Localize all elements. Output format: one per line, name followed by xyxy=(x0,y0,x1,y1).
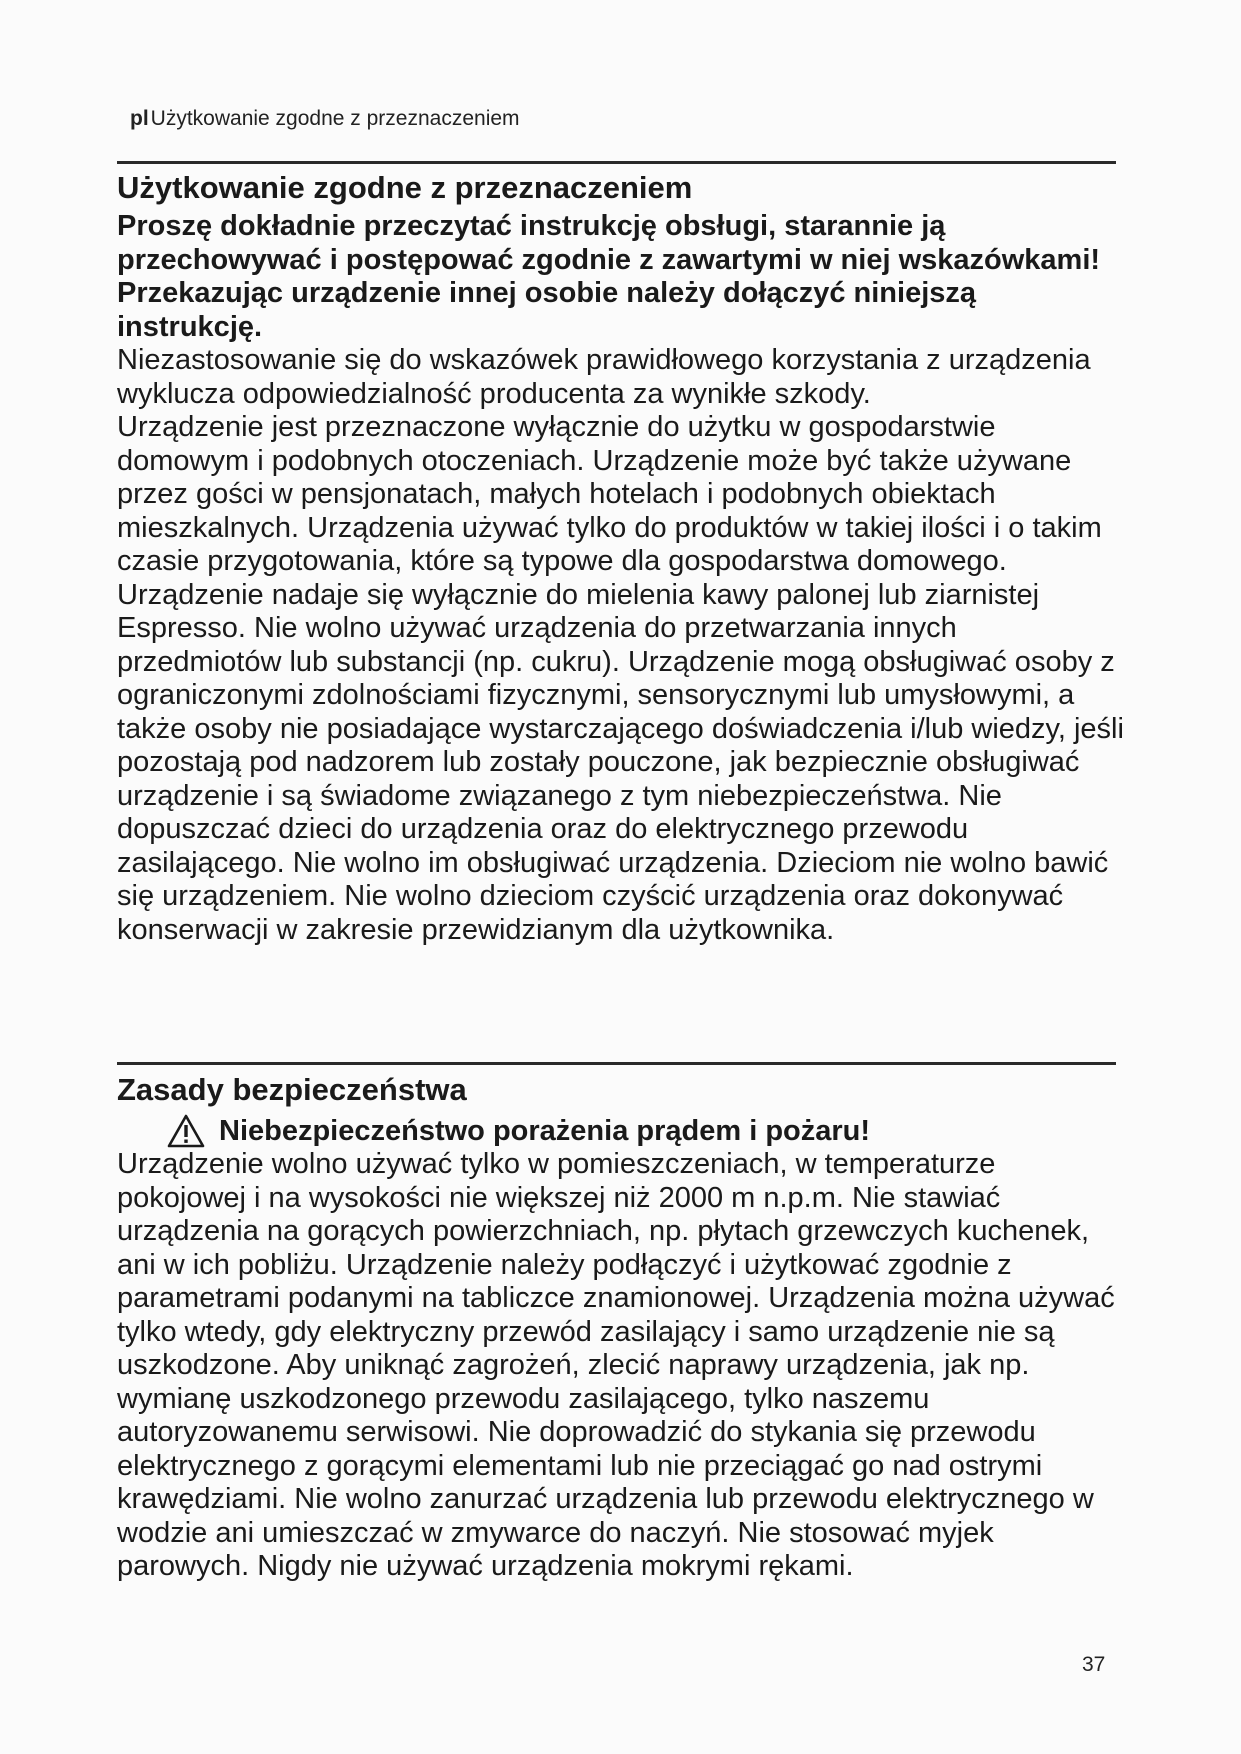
section-divider xyxy=(117,161,1116,164)
section-divider xyxy=(117,1062,1116,1065)
safety-paragraph: Urządzenie wolno używać tylko w pomieszczeniach, w temperaturze pokojowej i na wysokości nie większej niż 2000 m n.p.m. Nie stawiać urządzenia na gorących powierzchniach, np. płytach grzewczych kuchenek, ani w ich pobliżu. Urządzenie należy podłączyć i użytkować zgodnie z parametrami podanymi na tabliczce znamionowej. Urządzenia można używać tylko wtedy, gdy elektryczny przewód zasilający i samo urządzenie nie są uszkodzone. Aby uniknąć zagrożeń, zlecić naprawy urządzenia, jak np. wymianę uszkodzonego przewodu zasilającego, tylko naszemu autoryzowanemu serwisowi. Nie doprowadzić do stykania się przewodu elektrycznego z gorącymi elementami lub nie przeciągać go nad ostrymi krawędziami. Nie wolno zanurzać urządzenia lub przewodu elektrycznego w wodzie ani umieszczać w zmywarce do naczyń. Nie stosować myjek parowych. Nigdy nie używać urządzenia mokrymi rękami. xyxy=(117,1148,1115,1582)
warning-triangle-icon xyxy=(167,1114,205,1148)
running-title: Użytkowanie zgodne z przeznaczeniem xyxy=(150,107,520,130)
warning-title: Niebezpieczeństwo porażenia prądem i pożaru! xyxy=(219,1115,871,1147)
lead-paragraph: Proszę dokładnie przeczytać instrukcję obsługi, starannie ją przechowywać i postępować zgodnie z zawartymi w niej wskazówkami! Przekazując urządzenie innej osobie należy dołączyć niniejszą instrukcję. xyxy=(117,210,1101,343)
running-header xyxy=(130,106,520,132)
page-number: 37 xyxy=(1082,1653,1106,1676)
intended-use-section xyxy=(117,170,1127,947)
liability-paragraph: Niezastosowanie się do wskazówek prawidłowego korzystania z urządzenia wyklucza odpowiedzialność producenta za wynikłe szkody. xyxy=(117,344,1091,410)
language-code: pl xyxy=(130,107,149,130)
section-title: Użytkowanie zgodne z przeznaczeniem xyxy=(117,170,693,205)
warning-heading xyxy=(117,1114,1127,1148)
safety-section xyxy=(117,1072,1127,1584)
section-title: Zasady bezpieczeństwa xyxy=(117,1072,467,1107)
intended-use-paragraph: Urządzenie jest przeznaczone wyłącznie do użytku w gospodarstwie domowym i podobnych otoczeniach. Urządzenie może być także używane przez gości w pensjonatach, małych hotelach i podobnych obiektach mieszkalnych. Urządzenia używać tylko do produktów w takiej ilości i o takim czasie przygotowania, które są typowe dla gospodarstwa domowego. Urządzenie nadaje się wyłącznie do mielenia kawy palonej lub ziarnistej Espresso. Nie wolno używać urządzenia do przetwarzania innych przedmiotów lub substancji (np. cukru). Urządzenie mogą obsługiwać osoby z ograniczonymi zdolnościami fizycznymi, sensorycznymi lub umysłowymi, a także osoby nie posiadające wystarczającego doświadczenia i/lub wiedzy, jeśli pozostają pod nadzorem lub zostały pouczone, jak bezpiecznie obsługiwać urządzenie i są świadome związanego z tym niebezpieczeństwa. Nie dopuszczać dzieci do urządzenia oraz do elektrycznego przewodu zasilającego. Nie wolno im obsługiwać urządzenia. Dzieciom nie wolno bawić się urządzeniem. Nie wolno dzieciom czyścić urządzenia oraz dokonywać konserwacji w zakresie przewidzianym dla użytkownika. xyxy=(117,411,1124,946)
